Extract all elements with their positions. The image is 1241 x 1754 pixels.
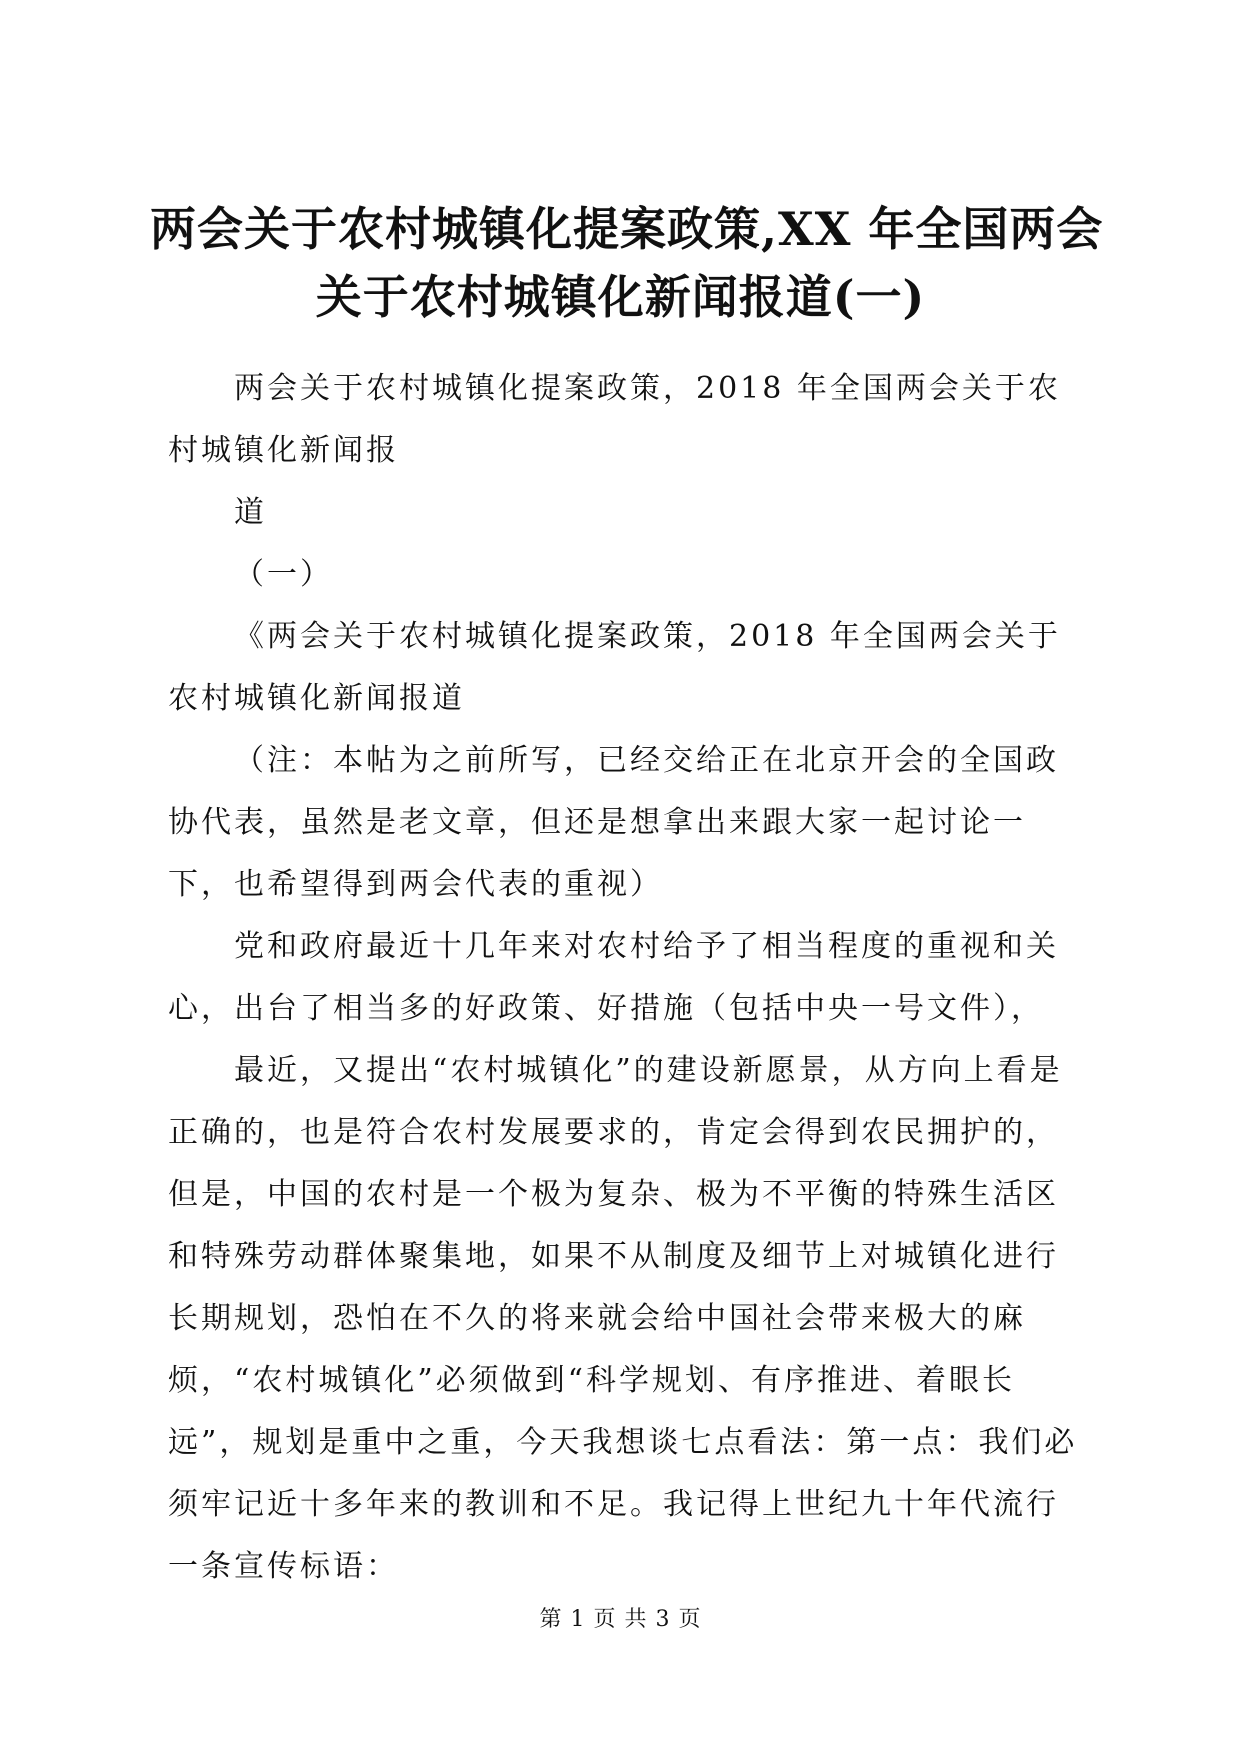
document-body (168, 358, 1080, 1598)
paragraph: 党和政府最近十几年来对农村给予了相当程度的重视和关心，出台了相当多的好政策、好措施（包括中央一号文件）， (168, 929, 1059, 1026)
paragraph: 《两会关于农村城镇化提案政策，2018 年全国两会关于农村城镇化新闻报道 (168, 619, 1061, 716)
page-footer: 第 1 页 共 3 页 (539, 1607, 702, 1632)
paragraph: 最近，又提出“农村城镇化”的建设新愿景，从方向上看是正确的，也是符合农村发展要求的，肯定会得到农民拥护的，但是，中国的农村是一个极为复杂、极为不平衡的特殊生活区和特殊劳动群体聚集地，如果不从制度及细节上对城镇化进行长期规划，恐怕在不久的将来就会给中国社会带来极大的麻烦，“农村城镇化”必须做到“科学规划、有序推进、着眼长远”，规划是重中之重，今天我想谈七点看法：第一点：我们必须牢记近十多年来的教训和不足。我记得上世纪九十年代流行一条宣传标语： (168, 1053, 1078, 1584)
paragraph: 道 (234, 495, 267, 530)
title-line-1: 两会关于农村城镇化提案政策,XX 年全国两会 (150, 202, 1104, 256)
paragraph: （一） (234, 557, 333, 592)
title-line-2: 关于农村城镇化新闻报道(一) (315, 270, 926, 324)
document-title (150, 195, 1104, 331)
paragraph: （注：本帖为之前所写，已经交给正在北京开会的全国政协代表，虽然是老文章，但还是想拿出来跟大家一起讨论一下，也希望得到两会代表的重视） (168, 743, 1059, 902)
paragraph: 两会关于农村城镇化提案政策，2018 年全国两会关于农村城镇化新闻报 (168, 371, 1061, 468)
